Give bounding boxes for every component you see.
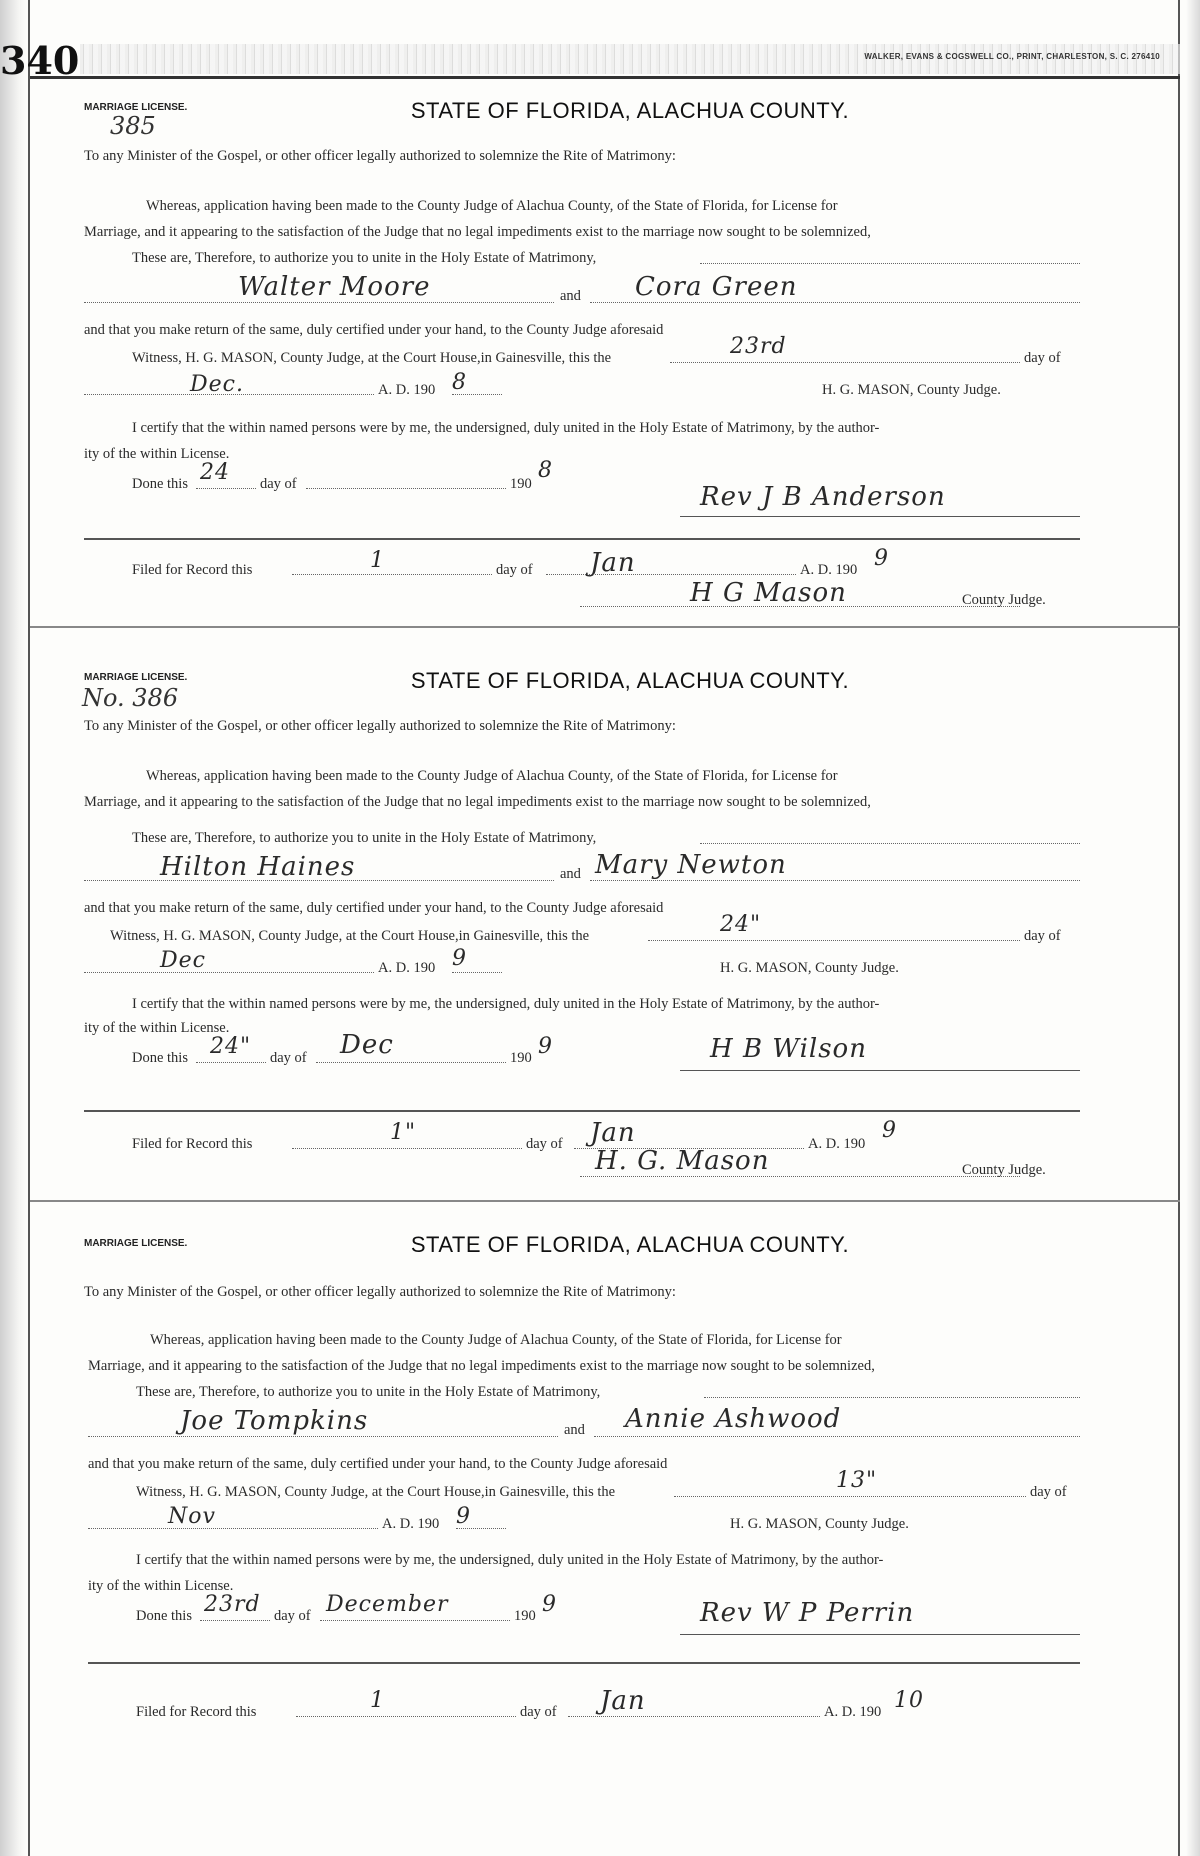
license-386 <box>80 660 1100 1220</box>
done-day-line <box>196 488 256 489</box>
filed-day-line <box>292 1148 522 1149</box>
matrimony-line <box>704 1397 1080 1398</box>
done-day: 23rd <box>204 1592 261 1617</box>
witness-month: Dec <box>160 948 206 973</box>
make-return-text: and that you make return of the same, duly certified under your hand, to the County Judge aforesaid <box>84 322 664 338</box>
done-day-of-text: day of <box>274 1608 311 1624</box>
filed-day: 1" <box>390 1120 417 1145</box>
bride-name: Cora Green <box>635 272 798 302</box>
done-this-text: Done this <box>132 476 188 492</box>
done-year-prefix: 190 <box>510 476 532 492</box>
done-year-prefix: 190 <box>510 1050 532 1066</box>
witness-month: Nov <box>168 1504 216 1529</box>
judge-signature-text: H. G. MASON, County Judge. <box>730 1516 909 1532</box>
license-title: STATE OF FLORIDA, ALACHUA COUNTY. <box>410 668 850 693</box>
bride-line <box>590 880 1080 881</box>
scan-left-edge <box>0 0 26 1856</box>
judge-signature-text: H. G. MASON, County Judge. <box>720 960 899 976</box>
witness-day: 23rd <box>730 334 787 359</box>
these-are-text: These are, Therefore, to authorize you to unite in the Holy Estate of Matrimony, <box>132 250 597 266</box>
whereas-line-2: Marriage, and it appearing to the satisfaction of the Judge that no legal impediments exist to the marriage now sought to be solemnized, <box>88 1358 875 1374</box>
done-this-text: Done this <box>132 1050 188 1066</box>
witness-year: 8 <box>452 370 467 395</box>
day-of-text: day of <box>1030 1484 1067 1500</box>
officiant-line <box>680 1634 1080 1635</box>
to-minister-text: To any Minister of the Gospel, or other officer legally authorized to solemnize the Rite of Matrimony: <box>84 148 676 164</box>
witness-text: Witness, H. G. MASON, County Judge, at the Court House,in Gainesville, this the <box>132 350 612 366</box>
filing-divider <box>88 1662 1080 1664</box>
done-day: 24" <box>210 1034 252 1059</box>
license-separator-2 <box>30 1200 1180 1202</box>
filed-day-of-text: day of <box>496 562 533 578</box>
filed-ad-text: A. D. 190 <box>800 562 858 578</box>
done-month: December <box>326 1592 449 1617</box>
county-judge-line <box>580 606 1020 607</box>
matrimony-line <box>700 843 1080 844</box>
done-month-line <box>316 1062 506 1063</box>
filed-month: Jan <box>590 548 636 578</box>
filed-month-line <box>546 574 796 575</box>
done-day: 24 <box>200 460 230 485</box>
header-rule <box>30 76 1180 79</box>
officiant-line <box>680 516 1080 517</box>
witness-day: 13" <box>836 1468 878 1493</box>
groom-line <box>84 880 554 881</box>
filed-day-line <box>292 574 492 575</box>
whereas-line-1: Whereas, application having been made to the County Judge of Alachua County, of the State of Florida, for License for <box>146 768 838 784</box>
ad-text: A. D. 190 <box>378 382 436 398</box>
officiant-signature: Rev W P Perrin <box>700 1598 915 1628</box>
filed-text: Filed for Record this <box>136 1704 257 1720</box>
witness-day-line <box>648 940 1020 941</box>
scan-right-edge <box>1186 0 1200 1856</box>
license-label: MARRIAGE LICENSE. <box>84 102 188 113</box>
done-day-line <box>200 1620 270 1621</box>
filing-divider <box>84 1110 1080 1112</box>
day-of-text: day of <box>1024 350 1061 366</box>
license-label: MARRIAGE LICENSE. <box>84 1238 188 1249</box>
groom-name: Hilton Haines <box>160 852 356 882</box>
ad-text: A. D. 190 <box>382 1516 440 1532</box>
whereas-line-1: Whereas, application having been made to the County Judge of Alachua County, of the State of Florida, for License for <box>150 1332 842 1348</box>
license-label: MARRIAGE LICENSE. <box>84 672 188 683</box>
officiant-signature: H B Wilson <box>710 1034 867 1064</box>
to-minister-text: To any Minister of the Gospel, or other officer legally authorized to solemnize the Rite of Matrimony: <box>84 1284 676 1300</box>
officiant-line <box>680 1070 1080 1071</box>
groom-name: Walter Moore <box>238 272 431 302</box>
groom-line <box>84 302 554 303</box>
make-return-text: and that you make return of the same, duly certified under your hand, to the County Judge aforesaid <box>84 900 664 916</box>
filed-judge-signature: H. G. Mason <box>595 1146 770 1176</box>
license-title: STATE OF FLORIDA, ALACHUA COUNTY. <box>410 98 850 123</box>
witness-month: Dec. <box>190 372 244 397</box>
done-month-line <box>306 488 506 489</box>
filed-month: Jan <box>590 1118 636 1148</box>
day-of-text: day of <box>1024 928 1061 944</box>
license-385 <box>80 90 1100 650</box>
witness-year: 9 <box>452 946 467 971</box>
county-judge-line <box>580 1176 1020 1177</box>
certify-line-1: I certify that the within named persons were by me, the undersigned, duly united in the Holy Estate of Matrimony, by the author- <box>132 420 880 436</box>
these-are-text: These are, Therefore, to authorize you to unite in the Holy Estate of Matrimony, <box>132 830 597 846</box>
witness-day: 24" <box>720 912 762 937</box>
done-year-prefix: 190 <box>514 1608 536 1624</box>
license-number: No. 386 <box>82 684 179 712</box>
to-minister-text: To any Minister of the Gospel, or other officer legally authorized to solemnize the Rite of Matrimony: <box>84 718 676 734</box>
and-text: and <box>560 288 581 304</box>
done-month-line <box>320 1620 510 1621</box>
done-year: 9 <box>542 1592 557 1617</box>
judge-signature-text: H. G. MASON, County Judge. <box>822 382 1001 398</box>
witness-year: 9 <box>456 1504 471 1529</box>
witness-month-line <box>88 1528 378 1529</box>
witness-month-line <box>84 972 374 973</box>
certify-line-1: I certify that the within named persons were by me, the undersigned, duly united in the Holy Estate of Matrimony, by the author- <box>136 1552 884 1568</box>
license-3 <box>80 1222 1100 1782</box>
witness-day-line <box>674 1496 1026 1497</box>
whereas-line-1: Whereas, application having been made to the County Judge of Alachua County, of the State of Florida, for License for <box>146 198 838 214</box>
license-title: STATE OF FLORIDA, ALACHUA COUNTY. <box>410 1232 850 1257</box>
certify-line-1: I certify that the within named persons were by me, the undersigned, duly united in the Holy Estate of Matrimony, by the author- <box>132 996 880 1012</box>
witness-text: Witness, H. G. MASON, County Judge, at the Court House,in Gainesville, this the <box>110 928 590 944</box>
make-return-text: and that you make return of the same, duly certified under your hand, to the County Judge aforesaid <box>88 1456 668 1472</box>
witness-month-line <box>84 394 374 395</box>
filed-ad-text: A. D. 190 <box>824 1704 882 1720</box>
certify-line-2: ity of the within License. <box>84 446 230 462</box>
left-margin-line <box>28 0 30 1856</box>
filing-divider <box>84 538 1080 540</box>
filed-day-of-text: day of <box>520 1704 557 1720</box>
officiant-signature: Rev J B Anderson <box>700 482 946 512</box>
filed-text: Filed for Record this <box>132 562 253 578</box>
filed-month-line <box>568 1716 820 1717</box>
whereas-line-2: Marriage, and it appearing to the satisfaction of the Judge that no legal impediments exist to the marriage now sought to be solemnized, <box>84 794 871 810</box>
done-day-of-text: day of <box>260 476 297 492</box>
done-day-line <box>196 1062 266 1063</box>
filed-text: Filed for Record this <box>132 1136 253 1152</box>
whereas-line-2: Marriage, and it appearing to the satisfaction of the Judge that no legal impediments exist to the marriage now sought to be solemnized, <box>84 224 871 240</box>
filed-day: 1 <box>370 548 385 573</box>
certify-line-2: ity of the within License. <box>84 1020 230 1036</box>
filed-year: 10 <box>894 1688 924 1713</box>
county-judge-text: County Judge. <box>962 592 1046 608</box>
bride-line <box>594 1436 1080 1437</box>
filed-ad-text: A. D. 190 <box>808 1136 866 1152</box>
matrimony-line <box>700 263 1080 264</box>
bride-line <box>590 302 1080 303</box>
these-are-text: These are, Therefore, to authorize you to unite in the Holy Estate of Matrimony, <box>136 1384 601 1400</box>
filed-month: Jan <box>600 1686 646 1716</box>
filed-year: 9 <box>882 1118 897 1143</box>
done-year: 9 <box>538 1034 553 1059</box>
bride-name: Mary Newton <box>595 850 787 880</box>
license-separator-1 <box>30 626 1180 628</box>
and-text: and <box>564 1422 585 1438</box>
groom-name: Joe Tompkins <box>180 1406 369 1436</box>
county-judge-text: County Judge. <box>962 1162 1046 1178</box>
filed-day-line <box>296 1716 516 1717</box>
right-margin-line <box>1178 0 1180 1856</box>
groom-line <box>88 1436 558 1437</box>
filed-day-of-text: day of <box>526 1136 563 1152</box>
witness-year-line <box>456 1528 506 1529</box>
done-day-of-text: day of <box>270 1050 307 1066</box>
and-text: and <box>560 866 581 882</box>
page-number: 340 <box>0 38 80 83</box>
witness-text: Witness, H. G. MASON, County Judge, at the Court House,in Gainesville, this the <box>136 1484 616 1500</box>
printer-imprint: WALKER, EVANS & COGSWELL CO., PRINT, CHARLESTON, S. C. 276410 <box>864 52 1160 61</box>
filed-year: 9 <box>874 546 889 571</box>
filed-judge-signature: H G Mason <box>690 578 847 608</box>
done-this-text: Done this <box>136 1608 192 1624</box>
certify-line-2: ity of the within License. <box>88 1578 234 1594</box>
done-month: Dec <box>340 1030 394 1060</box>
license-number: 385 <box>110 112 156 140</box>
done-year: 8 <box>538 458 553 483</box>
bride-name: Annie Ashwood <box>625 1404 842 1434</box>
witness-year-line <box>452 394 502 395</box>
filed-day: 1 <box>370 1688 385 1713</box>
ad-text: A. D. 190 <box>378 960 436 976</box>
witness-year-line <box>452 972 502 973</box>
witness-day-line <box>670 362 1020 363</box>
